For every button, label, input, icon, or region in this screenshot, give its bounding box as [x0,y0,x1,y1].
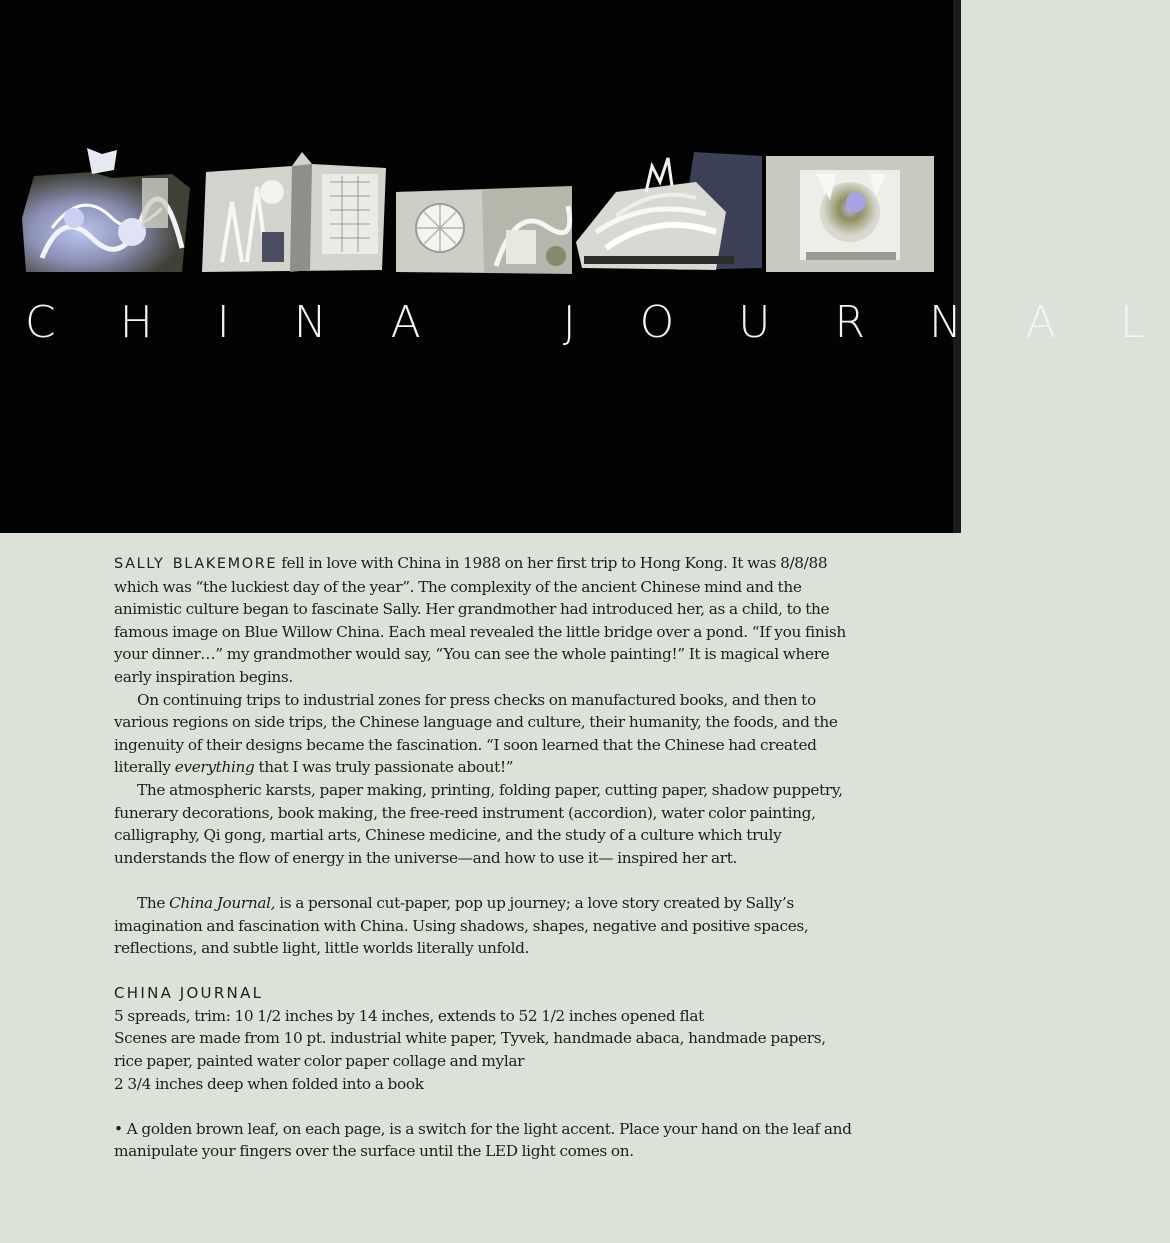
pop-up-spread-1-image [22,148,194,276]
paragraph-press-checks [114,689,854,779]
spacer [114,869,854,892]
journal-title-emphasis: China Journal, [169,893,276,912]
paragraph-press-checks-emphasis: everything [174,758,255,777]
photo-strip [22,148,934,278]
pop-up-spread-4-image [576,152,762,272]
paragraph-inspirations: The atmospheric karsts, paper making, printing, folding paper, cutting paper, shadow puppetry, funerary decorations, book making, the free-reed instrument (accordion), water color painting, calligraphy, Qi gong, martial arts, Chinese medicine, and the study of a culture which truly understands the flow of energy in the universe—and how to use it— inspired her art. [114,780,843,867]
spec-line-depth: 2 3/4 inches deep when folded into a book [114,1074,424,1093]
journal-description-text-b: is a personal cut-paper, pop up journey; a love story created by Sally’s imagination and fascination with China. Using shadows, shapes, negative and positive spaces, reflections, and subtle light, little worlds literally unfold. [114,893,809,958]
page-edge [953,0,961,533]
paragraph-press-checks-text-a: On continuing trips to industrial zones for press checks on manufactured books, and then to various regions on side trips, the Chinese language and culture, their humanity, the foods, and the ingenuity of their designs became the fascination. “I soon learned that the Chinese had created literally [114,690,838,777]
article-body [114,552,854,1163]
artist-name: SALLY BLAKEMORE [114,556,278,572]
header-banner [0,0,1170,533]
spacer [114,1095,854,1118]
spacer [114,960,854,983]
paragraph-journal-description [114,892,854,960]
page-title: C H I N A J O U R N A L [25,297,1170,348]
pop-up-spread-3-image [396,186,572,274]
spec-line-materials: Scenes are made from 10 pt. industrial white paper, Tyvek, handmade abaca, handmade papers, rice paper, painted water color paper collage and mylar [114,1029,826,1071]
paragraph-press-checks-text-b: that I was truly passionate about!” [254,758,514,777]
pop-up-spread-2-image [202,152,390,276]
intro-paragraph [114,552,854,689]
intro-text: fell in love with China in 1988 on her first trip to Hong Kong. It was 8/8/88 which was “the luckiest day of the year”. The complexity of the ancient Chinese mind and the animistic culture began to fascinate Sally. Her grandmother had introduced her, as a child, to the famous image on Blue Willow China. Each meal revealed the little bridge over a pond. “If you finish your dinner…” my grandmother would say, “You can see the whole painting!” It is magical where early inspiration begins. [114,554,846,686]
spec-line-dimensions: 5 spreads, trim: 10 1/2 inches by 14 inches, extends to 52 1/2 inches opened flat [114,1006,704,1025]
light-switch-note: • A golden brown leaf, on each page, is a switch for the light accent. Place your hand on the leaf and manipulate your fingers over the surface until the LED light comes on. [114,1119,852,1161]
specs-heading: CHINA JOURNAL [114,984,264,1003]
journal-description-text-a: The [137,893,170,912]
pop-up-spread-5-image [766,156,934,272]
